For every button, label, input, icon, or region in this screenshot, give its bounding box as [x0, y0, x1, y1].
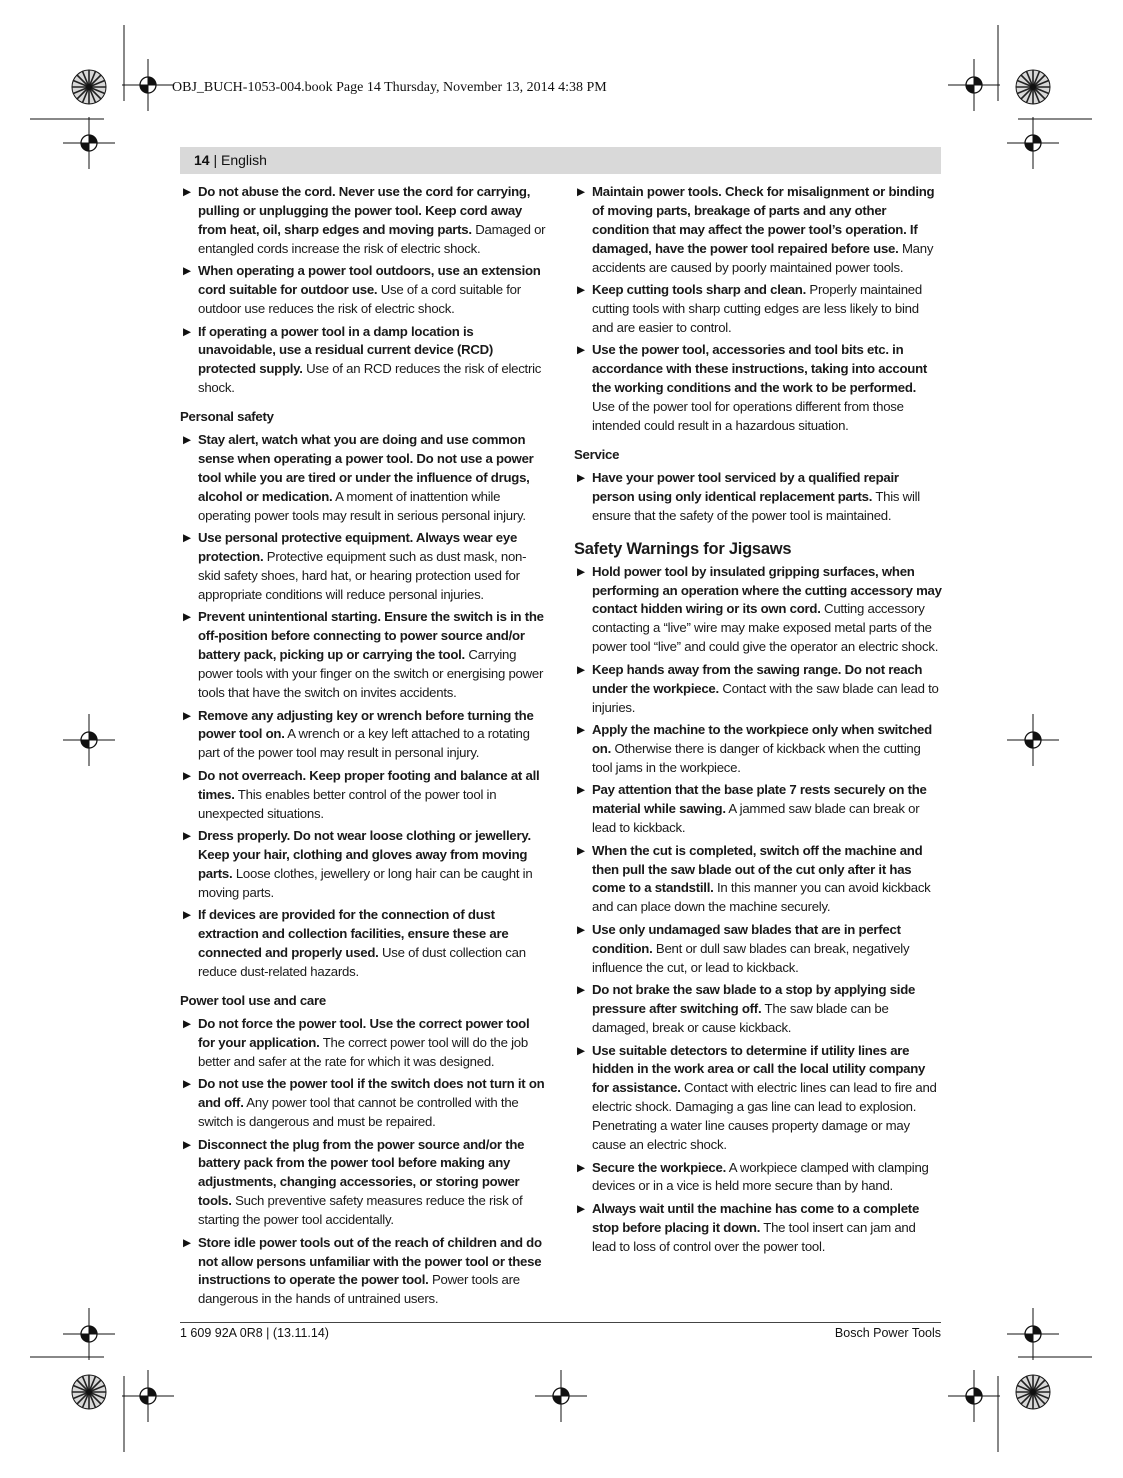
explanation-text: This will ensure that the safety of the power tool is maintained.	[592, 488, 920, 523]
bullet-arrow-icon: ▶	[183, 769, 191, 782]
safety-item	[574, 981, 942, 1038]
warning-text: If operating a power tool in a damp location is unavoidable, use a residual current device (RCD) protected supply.	[198, 323, 494, 377]
explanation-text: This enables better control of the power tool in unexpected situations.	[198, 786, 497, 821]
explanation-text: A jammed saw blade can break or lead to kickback.	[592, 801, 920, 836]
warning-text: Secure the workpiece.	[592, 1159, 727, 1175]
bullet-arrow-icon: ▶	[577, 284, 585, 297]
bullet-arrow-icon: ▶	[577, 923, 585, 936]
warning-text: Do not brake the saw blade to a stop by applying side pressure after switching off.	[592, 982, 916, 1017]
warning-text: If devices are provided for the connection of dust extraction and collection facilities, ensure these are connected and properly used.	[198, 907, 509, 961]
safety-item	[180, 827, 548, 903]
safety-item	[574, 563, 942, 658]
footer-rule	[180, 1322, 941, 1323]
bullet-arrow-icon: ▶	[183, 709, 191, 722]
subsection-heading: Personal safety	[180, 409, 274, 425]
warning-text: Hold power tool by insulated gripping surfaces, when performing an operation where the cutting accessory may contact hidden wiring or its own cord.	[592, 563, 942, 617]
print-slug: OBJ_BUCH-1053-004.book Page 14 Thursday, November 13, 2014 4:38 PM	[172, 80, 607, 95]
safety-item	[574, 921, 942, 978]
running-header	[194, 152, 267, 168]
warning-text: Keep hands away from the sawing range. Do not reach under the workpiece.	[592, 661, 923, 696]
safety-item	[180, 1234, 548, 1310]
bullet-arrow-icon: ▶	[577, 784, 585, 797]
warning-text: Have your power tool serviced by a qualified repair person using only identical replacement parts.	[592, 469, 899, 504]
warning-text: Disconnect the plug from the power source and/or the battery pack from the power tool before making any adjustments, changing accessories, or storing power tools.	[198, 1136, 525, 1209]
warning-text: Use suitable detectors to determine if utility lines are hidden in the work area or call the local utility company for assistance.	[592, 1042, 926, 1096]
safety-item	[180, 529, 548, 605]
explanation-text: Use of a cord suitable for outdoor use reduces the risk of electric shock.	[198, 282, 521, 317]
safety-item	[180, 262, 548, 319]
safety-item	[574, 469, 942, 526]
explanation-text: Any power tool that cannot be controlled with the switch is dangerous and must be repaired.	[198, 1095, 519, 1130]
safety-item	[574, 661, 942, 718]
bullet-arrow-icon: ▶	[183, 611, 191, 624]
footer-brand: Bosch Power Tools	[834, 1326, 941, 1340]
bullet-arrow-icon: ▶	[183, 1138, 191, 1151]
warning-text: Do not use the power tool if the switch does not turn it on and off.	[198, 1076, 545, 1111]
safety-item	[574, 1042, 942, 1155]
safety-item	[180, 323, 548, 399]
running-header-band	[180, 147, 941, 174]
safety-item	[574, 183, 942, 278]
safety-item	[180, 608, 548, 703]
bullet-arrow-icon: ▶	[577, 984, 585, 997]
bullet-arrow-icon: ▶	[577, 1202, 585, 1215]
safety-item	[574, 341, 942, 436]
footer-document-number: 1 609 92A 0R8 | (13.11.14)	[180, 1326, 329, 1340]
explanation-text: Contact with the saw blade can lead to injuries.	[592, 680, 939, 715]
explanation-text: Contact with electric lines can lead to fire and electric shock. Damaging a gas line can lead to explosion. Penetrating a water line causes property damage or may cause an electric shock.	[592, 1080, 937, 1153]
explanation-text: Damaged or entangled cords increase the risk of electric shock.	[198, 221, 546, 256]
header-separator: |	[209, 152, 221, 168]
explanation-text: Properly maintained cutting tools with sharp cutting edges are less likely to bind and are easier to control.	[592, 282, 922, 335]
warning-text: Store idle power tools out of the reach of children and do not allow persons unfamiliar with the power tool or these instructions to operate the power tool.	[198, 1234, 542, 1288]
safety-item	[180, 1075, 548, 1132]
bullet-arrow-icon: ▶	[183, 186, 191, 198]
warning-text: Use personal protective equipment. Always wear eye protection.	[198, 530, 518, 565]
safety-item	[180, 431, 548, 526]
warning-text: Pay attention that the base plate 7 rests securely on the material while sawing.	[592, 782, 927, 817]
page-number: 14	[194, 152, 210, 168]
safety-item	[180, 767, 548, 824]
bullet-arrow-icon: ▶	[577, 724, 585, 737]
bullet-arrow-icon: ▶	[577, 344, 585, 357]
warning-text: Use the power tool, accessories and tool bits etc. in accordance with these instructions, taking into account the working conditions and the work to be performed.	[592, 342, 928, 396]
explanation-text: Protective equipment such as dust mask, non-skid safety shoes, hard hat, or hearing protection used for appropriate conditions will reduce personal injuries.	[198, 549, 527, 602]
warning-text: When operating a power tool outdoors, use an extension cord suitable for outdoor use.	[198, 263, 541, 298]
bullet-arrow-icon: ▶	[183, 434, 191, 447]
explanation-text: Power tools are dangerous in the hands of untrained users.	[198, 1272, 520, 1307]
warning-text: When the cut is completed, switch off the machine and then pull the saw blade out of the cut only after it has come to a standstill.	[592, 842, 923, 896]
explanation-text: Bent or dull saw blades can break, negatively influence the cut, or lead to kickback.	[592, 940, 910, 975]
explanation-text: A moment of inattention while operating power tools may result in serious personal injury.	[198, 488, 526, 523]
explanation-text: A workpiece clamped with clamping devices or in a vice is held more secure than by hand.	[592, 1159, 929, 1194]
safety-item	[574, 281, 942, 338]
safety-item	[180, 707, 548, 764]
warning-text: Dress properly. Do not wear loose clothing or jewellery. Keep your hair, clothing and gloves away from moving parts.	[198, 828, 531, 881]
bullet-arrow-icon: ▶	[577, 1044, 585, 1057]
bullet-arrow-icon: ▶	[577, 565, 585, 578]
safety-item	[180, 906, 548, 982]
warning-text: Prevent unintentional starting. Ensure the switch is in the off-position before connecting to power source and/or battery pack, picking up or carrying the tool.	[198, 609, 544, 663]
warning-text: Remove any adjusting key or wrench before turning the power tool on.	[198, 707, 534, 742]
explanation-text: A wrench or a key left attached to a rotating part of the power tool may result in personal injury.	[198, 726, 530, 761]
bullet-arrow-icon: ▶	[183, 532, 191, 545]
warning-text: Keep cutting tools sharp and clean.	[592, 282, 807, 298]
safety-item	[574, 781, 942, 838]
warning-text: Maintain power tools. Check for misalignment or binding of moving parts, breakage of parts and any other condition that may affect the power tool’s operation. If damaged, have the power tool repaired before use.	[592, 184, 935, 256]
bullet-arrow-icon: ▶	[183, 1236, 191, 1249]
safety-item	[574, 842, 942, 918]
bullet-arrow-icon: ▶	[577, 1161, 585, 1174]
explanation-text: In this manner you can avoid kickback and can place down the machine securely.	[592, 880, 931, 915]
explanation-text: Loose clothes, jewellery or long hair can be caught in moving parts.	[198, 865, 533, 900]
safety-item	[180, 1015, 548, 1072]
bullet-arrow-icon: ▶	[183, 909, 191, 922]
warning-text: Use only undamaged saw blades that are in perfect condition.	[592, 921, 901, 956]
explanation-text: The correct power tool will do the job better and safer at the rate for which it was designed.	[198, 1034, 528, 1069]
bullet-arrow-icon: ▶	[577, 186, 585, 198]
explanation-text: Use of the power tool for operations different from those intended could result in a hazardous situation.	[592, 399, 904, 434]
explanation-text: Cutting accessory contacting a “live” wire may make exposed metal parts of the power tool “live” and could give the operator an electric shock.	[592, 601, 939, 655]
bullet-arrow-icon: ▶	[577, 471, 585, 484]
explanation-text: Use of dust collection can reduce dust-related hazards.	[198, 945, 526, 980]
warning-text: Do not force the power tool. Use the correct power tool for your application.	[198, 1015, 530, 1050]
explanation-text: Such preventive safety measures reduce the risk of starting the power tool accidentally.	[198, 1193, 523, 1228]
warning-text: Always wait until the machine has come to a complete stop before placing it down.	[592, 1200, 920, 1235]
right-column	[574, 183, 942, 1260]
bullet-arrow-icon: ▶	[577, 663, 585, 676]
explanation-text: Many accidents are caused by poorly maintained power tools.	[592, 240, 934, 275]
explanation-text: The saw blade can be damaged, break or cause kickback.	[592, 1001, 889, 1035]
warning-text: Do not overreach. Keep proper footing and balance at all times.	[198, 767, 540, 802]
warning-text: Stay alert, watch what you are doing and use common sense when operating a power tool. Do not use a power tool while you are tired or under the influence of drugs, alcohol or medication.	[198, 432, 534, 504]
bullet-arrow-icon: ▶	[183, 1078, 191, 1091]
left-column	[180, 183, 548, 1313]
explanation-text: Carrying power tools with your finger on the switch or energising power tools that have the switch on invites accidents.	[198, 647, 544, 701]
safety-item	[574, 1159, 942, 1197]
safety-item	[574, 721, 942, 778]
section-title: Safety Warnings for Jigsaws	[574, 539, 792, 558]
header-language: English	[221, 152, 267, 168]
warning-text: Apply the machine to the workpiece only when switched on.	[592, 722, 932, 756]
explanation-text: Use of an RCD reduces the risk of electric shock.	[198, 361, 542, 396]
bullet-arrow-icon: ▶	[183, 1017, 191, 1030]
explanation-text: Otherwise there is danger of kickback when the cutting tool jams in the workpiece.	[592, 740, 921, 775]
subsection-heading: Power tool use and care	[180, 993, 326, 1008]
explanation-text: The tool insert can jam and lead to loss of control over the power tool.	[592, 1219, 916, 1254]
warning-text: Do not abuse the cord. Never use the cord for carrying, pulling or unplugging the power tool. Keep cord away from heat, oil, sharp edges and moving parts.	[198, 184, 531, 237]
bullet-arrow-icon: ▶	[577, 844, 585, 857]
safety-item	[574, 1200, 942, 1257]
safety-item	[180, 1136, 548, 1231]
bullet-arrow-icon: ▶	[183, 265, 191, 278]
subsection-heading: Service	[574, 446, 620, 462]
bullet-arrow-icon: ▶	[183, 325, 191, 338]
bullet-arrow-icon: ▶	[183, 830, 191, 843]
safety-item	[180, 183, 548, 259]
